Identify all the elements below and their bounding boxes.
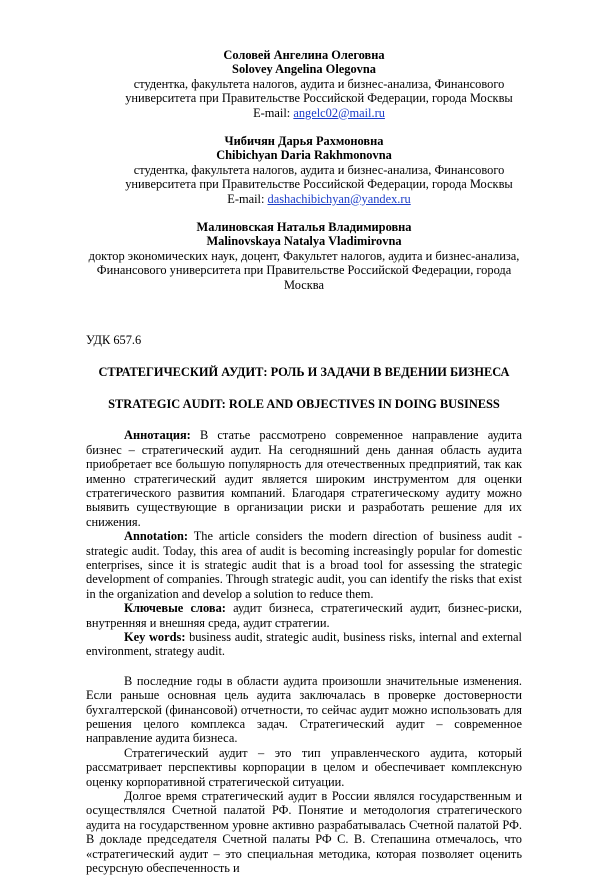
author-block-1 <box>86 48 522 120</box>
keywords-ru-label: Ключевые слова: <box>124 601 226 616</box>
body-paragraph: Стратегический аудит – это тип управленческого аудита, который рассматривает перспективы корпорации в целом и обеспечивает комплексную оценку корпоративной стратегической ситуации. <box>86 745 522 789</box>
author-name-ru: Малиновская Наталья Владимировна <box>196 220 412 235</box>
author-email-link[interactable]: angelc02@mail.ru <box>293 105 385 120</box>
author-affiliation-line: доктор экономических наук, доцент, Факультет налогов, аудита и бизнес-анализа, <box>88 248 520 263</box>
article-title-ru: СТРАТЕГИЧЕСКИЙ АУДИТ: РОЛЬ И ЗАДАЧИ В ВЕДЕНИИ БИЗНЕСА <box>98 364 510 379</box>
keywords-en <box>86 630 522 659</box>
author-block-2 <box>86 134 522 206</box>
keywords-ru-text: аудит бизнеса, стратегический аудит, бизнес-риски, внутренняя и внешняя среда, аудит стратегии. <box>86 601 523 630</box>
author-affiliation-line: Финансового университета при Правительстве Российской Федерации, города Москва <box>96 263 512 292</box>
author-name-en: Malinovskaya Natalya Vladimirovna <box>206 234 402 249</box>
author-email-line <box>86 192 522 206</box>
abstract-section <box>86 428 522 659</box>
abstract-ru <box>86 428 522 529</box>
keywords-en-text: business audit, strategic audit, business risks, internal and external environment, strategy audit. <box>86 630 522 659</box>
keywords-en-label: Key words: <box>124 630 186 644</box>
article-title-en: STRATEGIC AUDIT: ROLE AND OBJECTIVES IN DOING BUSINESS <box>108 396 500 411</box>
abstract-ru-label: Аннотация: <box>124 428 191 443</box>
udk-code: УДК 657.6 <box>86 333 142 348</box>
abstract-en-label: Annotation: <box>124 529 189 544</box>
abstract-en <box>86 529 522 601</box>
email-label: E-mail: <box>227 191 268 206</box>
author-affiliation-line: университета при Правительстве Российской Федерации, города Москвы <box>125 91 513 106</box>
email-label: E-mail: <box>253 105 294 120</box>
author-name-ru: Чибичян Дарья Рахмоновна <box>224 134 384 149</box>
author-affiliation-line: университета при Правительстве Российской Федерации, города Москвы <box>125 177 513 192</box>
keywords-ru <box>86 601 522 630</box>
author-name-en: Solovey Angelina Olegovna <box>232 62 376 77</box>
author-email-link[interactable]: dashachibichyan@yandex.ru <box>267 191 411 206</box>
body-paragraph: Долгое время стратегический аудит в России являлся государственным и осуществлялся Счетной палатой РФ. Понятие и методология стратегического аудита на государственном уровне активно разрабатывалась Счетной палатой РФ. В докладе председателя Счетной палаты РФ С. В. Степашина отмечалось, что «стратегический аудит – это специальная методика, которая позволяет оценить ресурсную обеспеченность и <box>86 789 522 876</box>
author-block-3 <box>86 220 522 292</box>
abstract-ru-text: В статье рассмотрено современное направление аудита бизнес – стратегический аудит. На сегодняшний день данная область аудита приобретает все большую популярность для отечественных предприятий, так как именно стратегический аудит является широким инструментом для оценки стратегического развития компаний. Благодаря стратегическому аудиту можно выявить существующие в организации риски и разработать решение для их снижения. <box>86 428 522 529</box>
author-email-line <box>86 106 522 120</box>
author-affiliation-line: студентка, факультета налогов, аудита и бизнес-анализа, Финансового <box>133 162 505 177</box>
abstract-en-text: The article considers the modern direction of business audit - strategic audit. Today, this area of audit is becoming increasingly popular for domestic enterprises, since it is strategic audit that is a broad tool for assessing the strategic development of companies. Through strategic audit, you can identify the risks that exist in the organization and develop a solution to reduce them. <box>86 529 522 601</box>
body-paragraph: В последние годы в области аудита произошли значительные изменения. Если раньше основная цель аудита заключалась в проверке достоверности бухгалтерской (финансовой) отчетности, то сейчас аудит можно использовать для решения целого комплекса задач. Стратегический аудит – современное направление аудита бизнеса. <box>86 673 522 746</box>
author-name-ru: Соловей Ангелина Олеговна <box>223 48 385 62</box>
author-affiliation-line: студентка, факультета налогов, аудита и бизнес-анализа, Финансового <box>133 76 505 91</box>
author-name-en: Chibichyan Daria Rakhmonovna <box>216 148 392 163</box>
article-body <box>86 674 522 876</box>
